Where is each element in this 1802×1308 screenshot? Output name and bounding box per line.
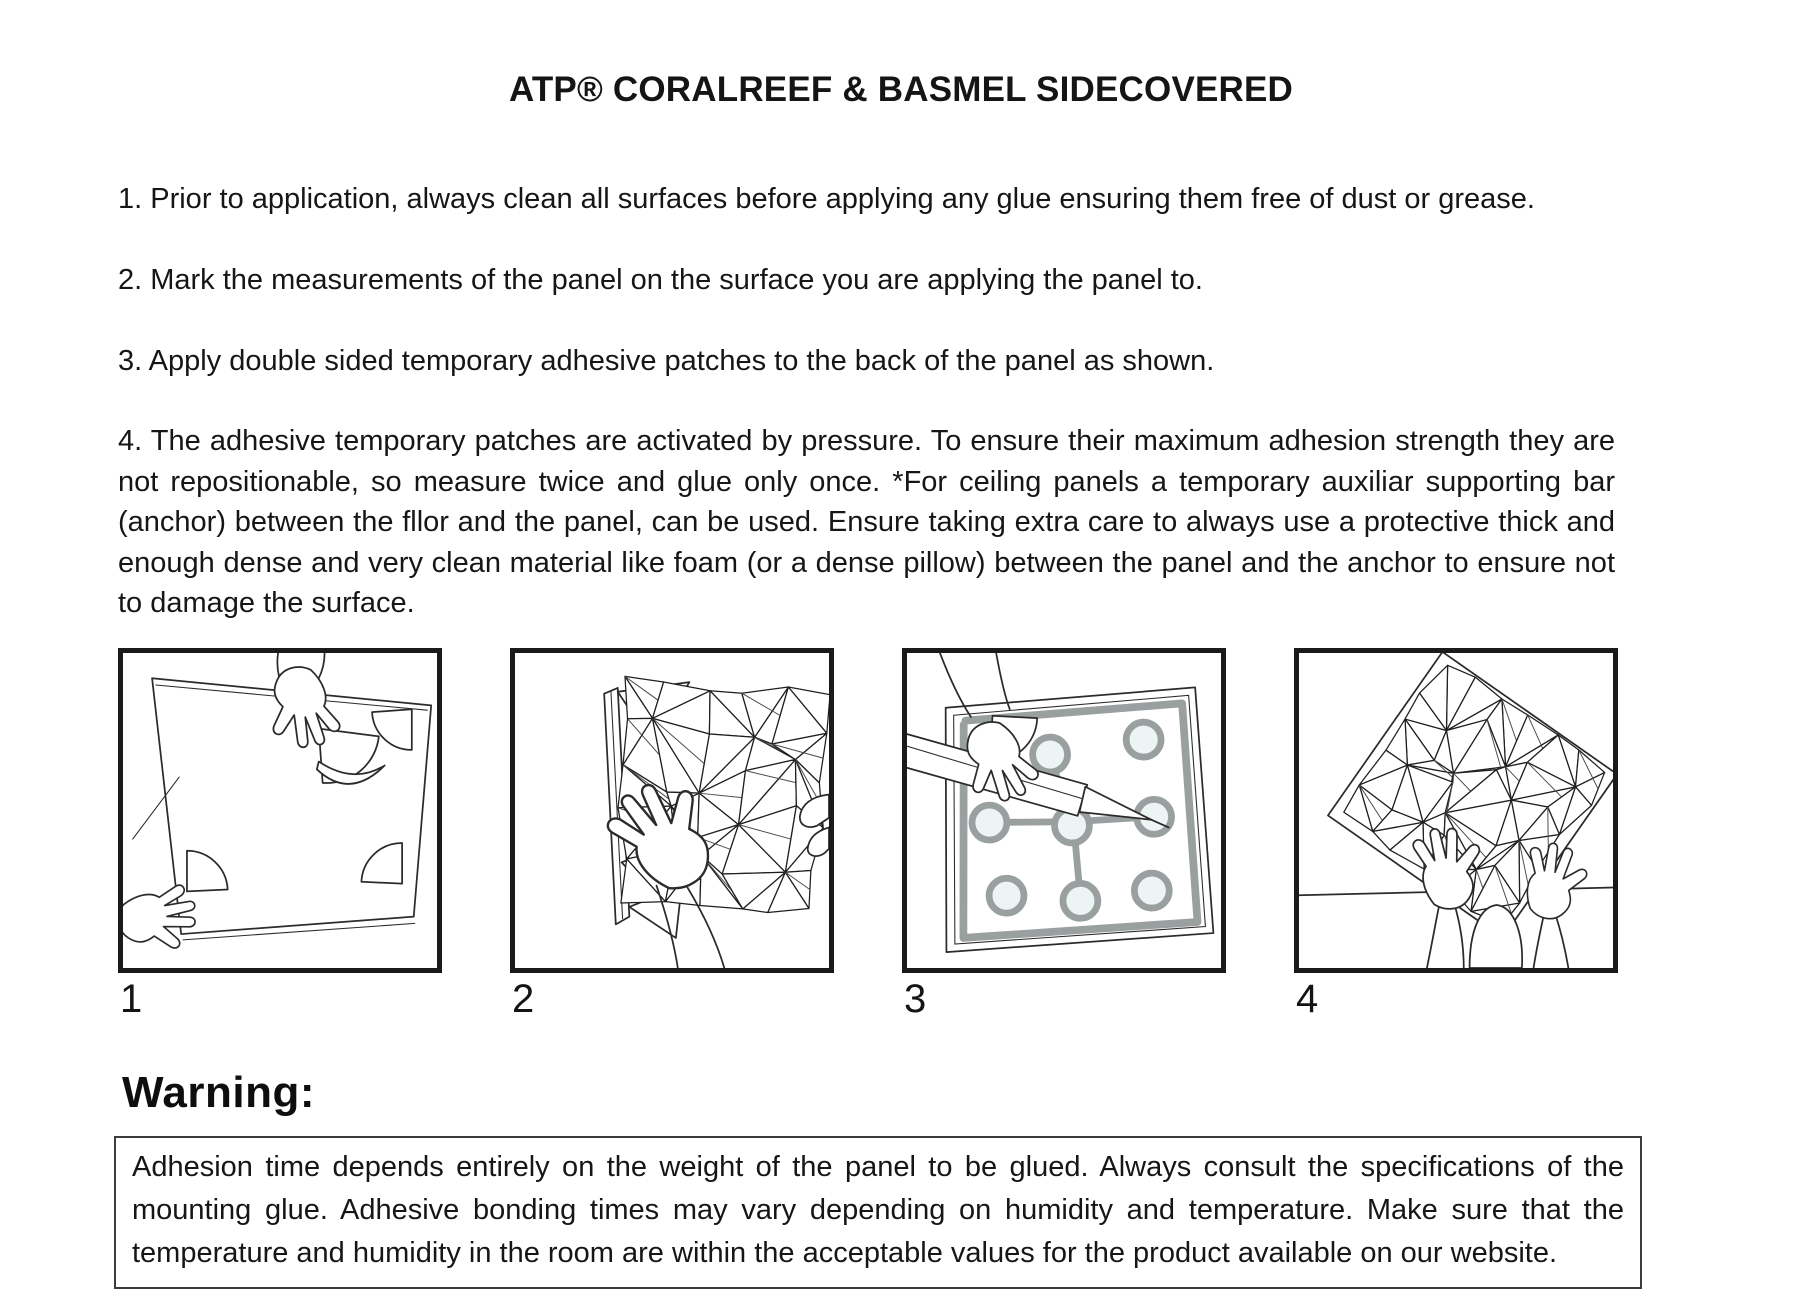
figure-4 bbox=[1294, 648, 1618, 1019]
step-3: 3. Apply double sided temporary adhesive patches to the back of the panel as shown. bbox=[118, 345, 1215, 377]
figure-3-box bbox=[902, 648, 1226, 973]
step-4: 4. The adhesive temporary patches are activated by pressure. To ensure their maximum adhesion strength they are not repositionable, so measure twice and glue only once. *For ceiling panels a temporary auxiliar supporting bar (anchor) between the fllor and the panel, can be used. Ensure taking extra care to always use a protective thick and enough dense and very clean material like foam (or a dense pillow) between the panel and the anchor to ensure not to damage the surface. bbox=[118, 425, 1615, 619]
adhesive-patch-icon bbox=[1032, 736, 1068, 772]
warning-heading: Warning: bbox=[122, 1068, 315, 1117]
warning-box bbox=[114, 1136, 1642, 1289]
adhesive-patch-icon bbox=[971, 805, 1007, 841]
adhesive-patch-icon bbox=[988, 878, 1024, 914]
adhesive-patch-icon bbox=[1134, 873, 1170, 909]
warning-text: Adhesion time depends entirely on the weight of the panel to be glued. Always consult the specifications of the mounting glue. Adhesive bonding times may vary depending on humidity and temperature. Make sure that the temperature and humidity in the room are within the acceptable values for the product available on our website. bbox=[132, 1151, 1624, 1269]
figure-2-number: 2 bbox=[512, 977, 535, 1021]
figure-1 bbox=[118, 648, 442, 1019]
figure-2 bbox=[510, 648, 834, 1019]
arm-line bbox=[1555, 913, 1569, 968]
figure-4-number: 4 bbox=[1296, 977, 1319, 1021]
figure-2-box bbox=[510, 648, 834, 973]
figure-3 bbox=[902, 648, 1226, 1019]
adhesive-patch-icon bbox=[1126, 722, 1162, 758]
step-2: 2. Mark the measurements of the panel on the surface you are applying the panel to. bbox=[118, 264, 1203, 296]
figure-row bbox=[118, 648, 1618, 1019]
figure-3-glue-pattern-illustration bbox=[907, 653, 1221, 968]
arm-line bbox=[319, 653, 325, 678]
figure-4-mount-panel-illustration bbox=[1299, 653, 1613, 968]
figure-2-press-panel-illustration bbox=[515, 653, 829, 968]
figure-3-number: 3 bbox=[904, 977, 927, 1021]
figure-4-box bbox=[1294, 648, 1618, 973]
step-1: 1. Prior to application, always clean all surfaces before applying any glue ensuring them free of dust or grease. bbox=[118, 183, 1535, 215]
figure-1-box bbox=[118, 648, 442, 973]
arm-line bbox=[1454, 903, 1464, 968]
figure-1-peel-backing-illustration bbox=[123, 653, 437, 968]
arm-line bbox=[996, 653, 1010, 709]
hand-icon bbox=[1522, 840, 1591, 923]
page-title: ATP® CORALREEF & BASMEL SIDECOVERED bbox=[508, 70, 1294, 109]
coral-triangle-mesh bbox=[1334, 656, 1613, 933]
adhesive-patch-icon bbox=[1062, 883, 1098, 919]
arm-line bbox=[1427, 899, 1441, 968]
figure-1-number: 1 bbox=[120, 977, 143, 1021]
